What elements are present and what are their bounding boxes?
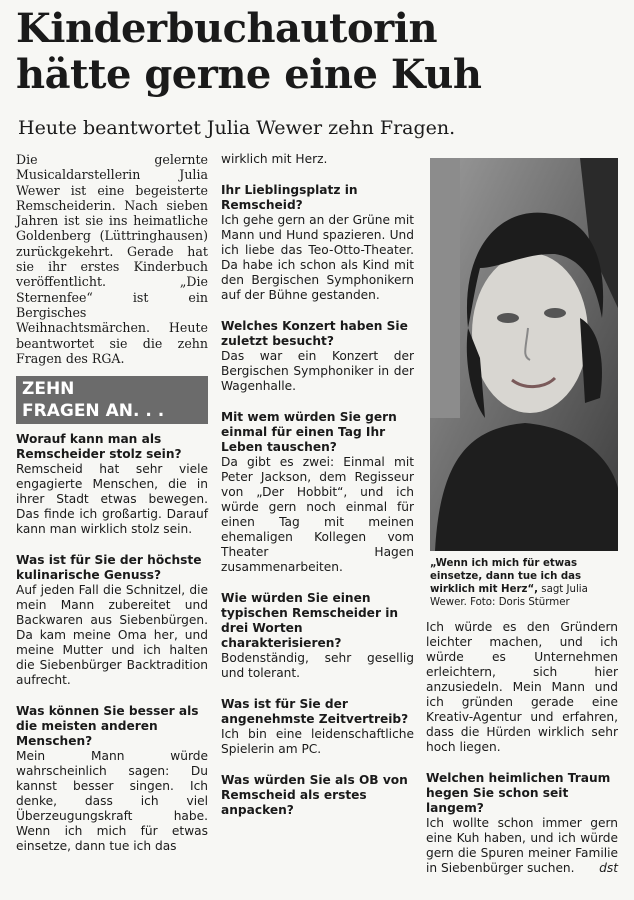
question-1: Worauf kann man als Remscheider stolz sein? xyxy=(16,432,182,462)
caption-quote: „Wenn ich mich für etwas einsetze, dann tue ich das wirklich mit Herz“, xyxy=(430,558,582,595)
answer-8: Ich bin eine leidenschaftliche Spielerin am PC. xyxy=(221,727,414,756)
answer-3-part-2: wirklich mit Herz. xyxy=(221,152,328,166)
question-4: Ihr Lieblingsplatz in Remscheid? xyxy=(221,183,358,212)
question-10: Welchen heimlichen Traum hegen Sie schon seit langem? xyxy=(426,771,611,815)
answer-10-text: Ich wollte schon immer gern eine Kuh haben, und ich würde gern die Spuren meiner Familie in Siebenbürger suchen. xyxy=(426,816,618,875)
question-3: Was können Sie besser als die meisten anderen Menschen? xyxy=(16,704,199,749)
answer-9: Ich würde es den Gründern leichter machen, und ich würde es Unternehmen erleichtern, sich hier anzusiedeln. Mein Mann und ich gründen gerade eine Kreativ-Agentur und erfahren, dass die Hürden wirklich sehr hoch liegen. xyxy=(426,620,618,754)
subheadline: Heute beantwortet Julia Wewer zehn Fragen. xyxy=(18,117,456,139)
portrait-illustration xyxy=(430,158,618,551)
intro-paragraph: Die gelernte Musicaldarstellerin Julia Wewer ist eine begeisterte Remscheiderin. Nach sieben Jahren ist sie ins heimatliche Goldenberg (Lüttringhausen) zurückgekehrt. Gerade hat sie ihr erstes Kinderbuch veröffentlicht. „Die Sternenfee“ ist ein Bergisches Weihnachtsmärchen. Heute beantwortet sie die zehn Fragen des RGA. xyxy=(16,152,208,366)
answer-5: Das war ein Konzert der Bergischen Symphoniker in der Wagenhalle. xyxy=(221,349,414,393)
question-5: Welches Konzert haben Sie zuletzt besucht? xyxy=(221,319,408,348)
question-2: Was ist für Sie der höchste kulinarische Genuss? xyxy=(16,553,202,583)
question-8: Was ist für Sie der angenehmste Zeitvertreib? xyxy=(221,697,409,726)
question-6: Mit wem würden Sie gern einmal für einen Tag Ihr Leben tauschen? xyxy=(221,410,397,454)
answer-6: Da gibt es zwei: Einmal mit Peter Jackson, dem Regisseur von „Der Hobbit“, und ich würde gern noch einmal für einen Tag mit meinen ehemaligen Kollegen vom Theater Hagen zusammenarbeiten. xyxy=(221,455,414,574)
answer-4: Ich gehe gern an der Grüne mit Mann und Hund spazieren. Und ich liebe das Teo-Otto-Theater. Da habe ich schon als Kind mit den Bergischen Symphonikern auf der Bühne gestanden. xyxy=(221,213,414,302)
column-2 xyxy=(221,152,414,818)
photo-caption xyxy=(430,557,620,609)
answer-7: Bodenständig, sehr gesellig und tolerant. xyxy=(221,651,414,680)
author-signature: dst xyxy=(599,861,618,875)
answer-3-part-1: Mein Mann würde wahrscheinlich sagen: Du kannst besser singen. Ich denke, dass ich viel Überzeugungskraft habe. Wenn ich mich für etwas einsetze, dann tue ich das xyxy=(16,749,208,854)
headline-line-1: Kinderbuchautorin xyxy=(16,5,438,52)
headline xyxy=(16,6,616,98)
answer-1: Remscheid hat sehr viele engagierte Menschen, die in ihrer Stadt etwas bewegen. Das finde ich großartig. Darauf kann man wirklich stolz sein. xyxy=(16,462,208,537)
portrait-photo xyxy=(430,158,618,551)
question-7: Wie würden Sie einen typischen Remscheider in drei Worten charakterisieren? xyxy=(221,591,399,650)
headline-line-2: hätte gerne eine Kuh xyxy=(16,51,482,98)
caption-attribution: sagt Julia Wewer. Foto: Doris Stürmer xyxy=(430,584,588,608)
rubric-line-2: FRAGEN AN. . . xyxy=(22,401,165,422)
answer-10 xyxy=(426,816,618,876)
column-1 xyxy=(16,152,208,854)
rubric-line-1: ZEHN xyxy=(22,379,75,400)
column-3 xyxy=(426,620,618,876)
answer-2: Auf jeden Fall die Schnitzel, die mein Mann zubereitet und Backwaren aus Siebenbürgen. Da kam meine Oma her, und meine Mutter und ich halten die Siebenbürger Backtradition aufrecht. xyxy=(16,583,208,688)
question-9: Was würden Sie als OB von Remscheid als erstes anpacken? xyxy=(221,773,408,817)
rubric-box xyxy=(16,376,208,424)
